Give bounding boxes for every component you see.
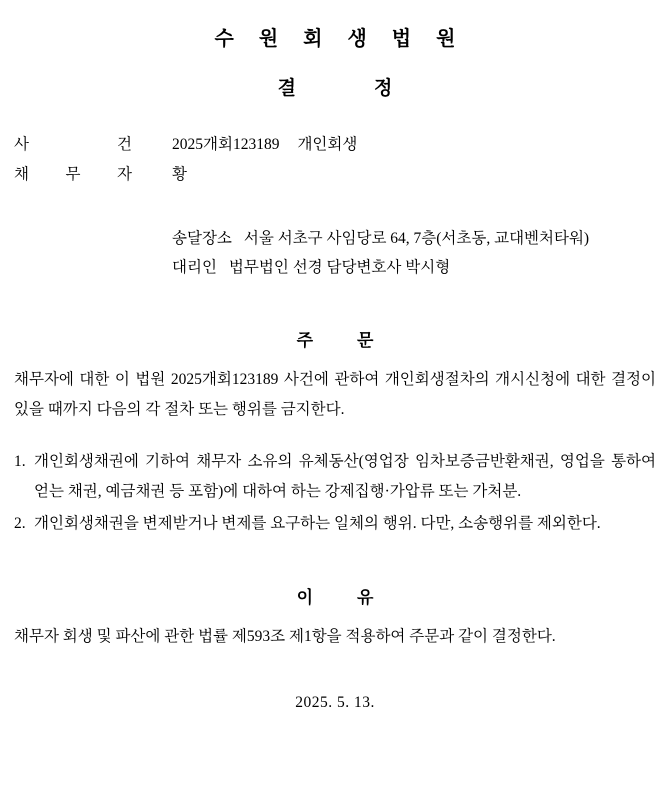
case-label — [14, 130, 172, 160]
debtor-label-char-3: 자 — [117, 166, 132, 183]
reason-paragraph: 채무자 회생 및 파산에 관한 법률 제593조 제1항을 적용하여 주문과 같이 결정한다. — [14, 628, 556, 645]
case-number: 2025개회123189 — [172, 136, 280, 153]
case-label-char-1: 사 — [14, 136, 29, 153]
document-page — [0, 22, 670, 789]
list-item-text: 개인회생채권에 기하여 채무자 소유의 유체동산(영업장 임차보증금반환채권, 영업을 통하여 얻는 채권, 예금채권 등 포함)에 대하여 하는 강제집행·가압류 또는 가처분. — [34, 453, 656, 500]
document-date: 2025. 5. 13. — [295, 694, 375, 711]
debtor-row — [14, 160, 656, 190]
case-info-block — [14, 130, 656, 190]
debtor-name: 황 — [172, 166, 187, 183]
case-row — [14, 130, 656, 160]
delivery-label: 송달장소 — [172, 230, 232, 247]
order-heading-right: 문 — [357, 331, 374, 350]
agent-value: 법무법인 선경 담당변호사 박시형 — [228, 259, 451, 276]
debtor-label-char-1: 채 — [14, 166, 29, 183]
order-item-list — [14, 447, 656, 539]
list-item-text: 개인회생채권을 변제받거나 변제를 요구하는 일체의 행위. 다만, 소송행위를 제외한다. — [34, 515, 601, 532]
reason-heading — [14, 583, 656, 608]
order-heading-left: 주 — [296, 331, 313, 350]
case-value — [172, 130, 656, 160]
document-type-heading — [14, 73, 656, 100]
order-paragraph: 채무자에 대한 이 법원 2025개회123189 사건에 관하여 개인회생절차의 개시신청에 대한 결정이 있을 때까지 다음의 각 절차 또는 행위를 금지한다. — [14, 371, 656, 418]
agent-label: 대리인 — [172, 259, 217, 276]
delivery-info-block — [172, 224, 656, 282]
document-type-left: 결 — [277, 78, 296, 99]
list-item — [14, 509, 656, 539]
list-item — [14, 447, 656, 507]
case-name: 개인회생 — [297, 136, 358, 153]
delivery-address: 서울 서초구 사임당로 64, 7층(서초동, 교대벤처타워) — [243, 230, 590, 247]
order-heading — [14, 326, 656, 351]
document-type-right: 정 — [374, 78, 393, 99]
reason-heading-left: 이 — [296, 588, 313, 607]
reason-heading-right: 유 — [357, 588, 374, 607]
delivery-address-line — [172, 224, 656, 253]
agent-line — [172, 253, 656, 282]
list-item-marker: 2. — [14, 515, 26, 532]
list-item-marker: 1. — [14, 453, 26, 470]
debtor-label-char-2: 무 — [65, 166, 81, 183]
debtor-label — [14, 160, 172, 190]
case-label-char-2: 건 — [117, 136, 132, 153]
court-title: 수 원 회 생 법 원 — [214, 28, 466, 50]
